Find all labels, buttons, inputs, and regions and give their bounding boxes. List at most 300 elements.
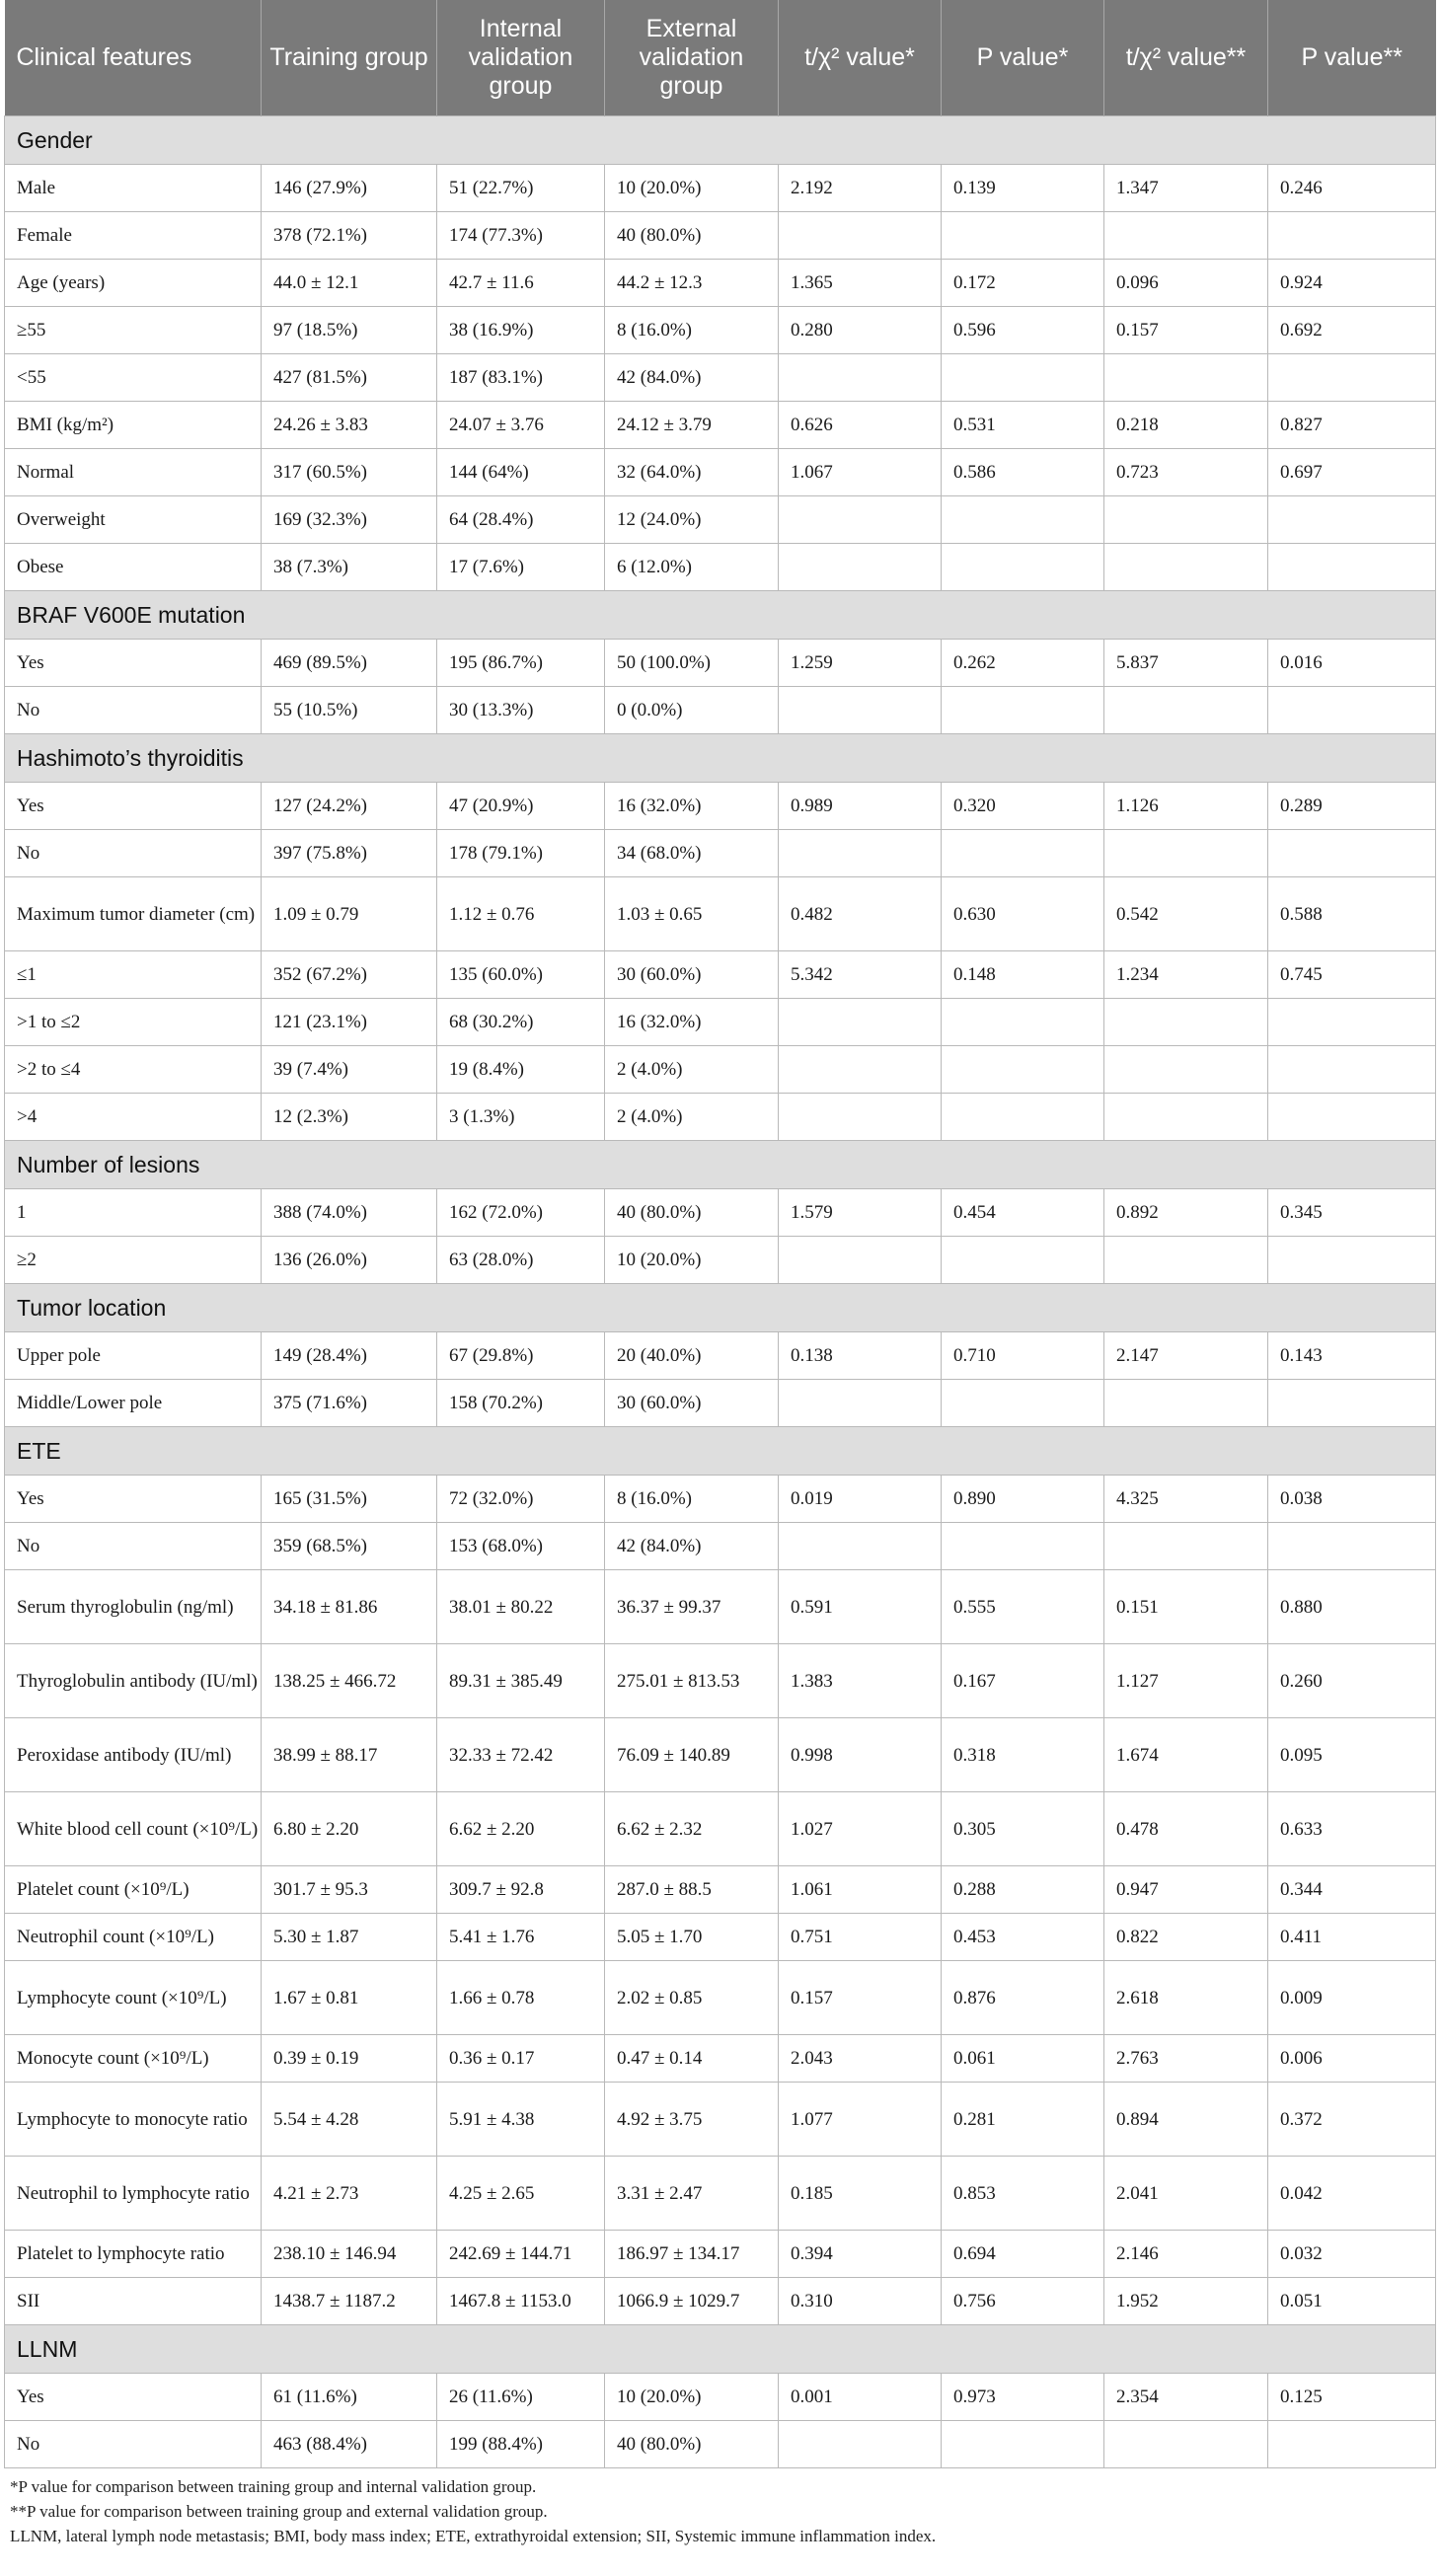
value-cell: 38.99 ± 88.17: [262, 1718, 437, 1792]
table-row: [5, 951, 1436, 999]
value-cell: 0.453: [942, 1914, 1104, 1961]
value-cell: 153 (68.0%): [437, 1523, 605, 1570]
table-row: [5, 687, 1436, 734]
table-row: [5, 2035, 1436, 2083]
header-cell: Clinical features: [5, 0, 262, 116]
value-cell: 5.30 ± 1.87: [262, 1914, 437, 1961]
table-row: [5, 2157, 1436, 2231]
feature-cell: Platelet count (×10⁹/L): [5, 1866, 262, 1914]
value-cell: 0.596: [942, 307, 1104, 354]
value-cell: 32 (64.0%): [605, 449, 779, 496]
value-cell: 242.69 ± 144.71: [437, 2231, 605, 2278]
feature-cell: >1 to ≤2: [5, 999, 262, 1046]
value-cell: 0.372: [1268, 2083, 1436, 2157]
value-cell: [942, 354, 1104, 402]
value-cell: [1104, 1046, 1268, 1094]
value-cell: 0.246: [1268, 165, 1436, 212]
value-cell: [942, 999, 1104, 1046]
value-cell: 0.288: [942, 1866, 1104, 1914]
value-cell: [1268, 830, 1436, 877]
value-cell: 0.892: [1104, 1189, 1268, 1237]
value-cell: 39 (7.4%): [262, 1046, 437, 1094]
value-cell: 2 (4.0%): [605, 1046, 779, 1094]
value-cell: 469 (89.5%): [262, 640, 437, 687]
value-cell: 121 (23.1%): [262, 999, 437, 1046]
value-cell: 40 (80.0%): [605, 212, 779, 260]
value-cell: 0.853: [942, 2157, 1104, 2231]
value-cell: 169 (32.3%): [262, 496, 437, 544]
value-cell: [1104, 1094, 1268, 1141]
value-cell: 12 (2.3%): [262, 1094, 437, 1141]
value-cell: 0.157: [1104, 307, 1268, 354]
value-cell: 0.827: [1268, 402, 1436, 449]
value-cell: 317 (60.5%): [262, 449, 437, 496]
section-row: [5, 1284, 1436, 1332]
value-cell: 0.016: [1268, 640, 1436, 687]
value-cell: 26 (11.6%): [437, 2374, 605, 2421]
value-cell: [779, 496, 942, 544]
value-cell: 0.148: [942, 951, 1104, 999]
table-row: [5, 2421, 1436, 2468]
value-cell: 17 (7.6%): [437, 544, 605, 591]
value-cell: 89.31 ± 385.49: [437, 1644, 605, 1718]
value-cell: 0.167: [942, 1644, 1104, 1718]
value-cell: [942, 1046, 1104, 1094]
value-cell: [1104, 212, 1268, 260]
footnote: **P value for comparison between training group and external validation group.: [10, 2502, 548, 2521]
header-cell: t/χ² value*: [779, 0, 942, 116]
feature-cell: Maximum tumor diameter (cm): [5, 877, 262, 951]
value-cell: 2.02 ± 0.85: [605, 1961, 779, 2035]
feature-cell: Yes: [5, 2374, 262, 2421]
value-cell: 2.147: [1104, 1332, 1268, 1380]
table-row: [5, 354, 1436, 402]
value-cell: [1268, 544, 1436, 591]
value-cell: 0.894: [1104, 2083, 1268, 2157]
section-label: Tumor location: [5, 1284, 1436, 1332]
value-cell: 5.05 ± 1.70: [605, 1914, 779, 1961]
value-cell: [1268, 1523, 1436, 1570]
value-cell: 0.185: [779, 2157, 942, 2231]
value-cell: [1268, 212, 1436, 260]
value-cell: [779, 999, 942, 1046]
feature-cell: Lymphocyte to monocyte ratio: [5, 2083, 262, 2157]
value-cell: 3 (1.3%): [437, 1094, 605, 1141]
header-cell: t/χ² value**: [1104, 0, 1268, 116]
value-cell: [942, 544, 1104, 591]
value-cell: 6.62 ± 2.32: [605, 1792, 779, 1866]
table-row: [5, 1961, 1436, 2035]
value-cell: 42 (84.0%): [605, 354, 779, 402]
value-cell: 38.01 ± 80.22: [437, 1570, 605, 1644]
value-cell: [1104, 830, 1268, 877]
feature-cell: >4: [5, 1094, 262, 1141]
feature-cell: Thyroglobulin antibody (IU/ml): [5, 1644, 262, 1718]
value-cell: 0.001: [779, 2374, 942, 2421]
value-cell: 149 (28.4%): [262, 1332, 437, 1380]
value-cell: 174 (77.3%): [437, 212, 605, 260]
value-cell: 0.143: [1268, 1332, 1436, 1380]
value-cell: 1.061: [779, 1866, 942, 1914]
value-cell: 0.591: [779, 1570, 942, 1644]
value-cell: 42 (84.0%): [605, 1523, 779, 1570]
feature-cell: No: [5, 687, 262, 734]
table-row: [5, 1332, 1436, 1380]
value-cell: 0.009: [1268, 1961, 1436, 2035]
value-cell: [1104, 2421, 1268, 2468]
value-cell: 1.027: [779, 1792, 942, 1866]
value-cell: 4.325: [1104, 1476, 1268, 1523]
table-row: [5, 1380, 1436, 1427]
value-cell: 146 (27.9%): [262, 165, 437, 212]
value-cell: 1.674: [1104, 1718, 1268, 1792]
section-label: Hashimoto’s thyroiditis: [5, 734, 1436, 783]
feature-cell: <55: [5, 354, 262, 402]
table-row: [5, 402, 1436, 449]
value-cell: [942, 1523, 1104, 1570]
value-cell: 0.019: [779, 1476, 942, 1523]
value-cell: 0.876: [942, 1961, 1104, 2035]
table-row: [5, 783, 1436, 830]
table-row: [5, 307, 1436, 354]
value-cell: [942, 1094, 1104, 1141]
table-row: [5, 2278, 1436, 2325]
value-cell: 24.07 ± 3.76: [437, 402, 605, 449]
value-cell: [779, 1523, 942, 1570]
value-cell: 0.139: [942, 165, 1104, 212]
value-cell: 1.365: [779, 260, 942, 307]
value-cell: [779, 354, 942, 402]
value-cell: 0.305: [942, 1792, 1104, 1866]
value-cell: [1268, 1237, 1436, 1284]
value-cell: 16 (32.0%): [605, 999, 779, 1046]
value-cell: 8 (16.0%): [605, 307, 779, 354]
value-cell: 1066.9 ± 1029.7: [605, 2278, 779, 2325]
feature-cell: No: [5, 2421, 262, 2468]
feature-cell: Peroxidase antibody (IU/ml): [5, 1718, 262, 1792]
table-row: [5, 640, 1436, 687]
feature-cell: ≥2: [5, 1237, 262, 1284]
value-cell: 178 (79.1%): [437, 830, 605, 877]
value-cell: [942, 687, 1104, 734]
value-cell: [1268, 1380, 1436, 1427]
value-cell: [1268, 496, 1436, 544]
value-cell: 0.745: [1268, 951, 1436, 999]
value-cell: 36.37 ± 99.37: [605, 1570, 779, 1644]
value-cell: 20 (40.0%): [605, 1332, 779, 1380]
value-cell: [1268, 999, 1436, 1046]
value-cell: 10 (20.0%): [605, 1237, 779, 1284]
value-cell: [942, 830, 1104, 877]
value-cell: 1.03 ± 0.65: [605, 877, 779, 951]
table-row: [5, 1094, 1436, 1141]
value-cell: 388 (74.0%): [262, 1189, 437, 1237]
value-cell: [942, 1237, 1104, 1284]
value-cell: 144 (64%): [437, 449, 605, 496]
footnote: LLNM, lateral lymph node metastasis; BMI, body mass index; ETE, extrathyroidal extension; SII, Systemic immune inflammation index.: [10, 2527, 937, 2545]
value-cell: [1104, 544, 1268, 591]
value-cell: [1268, 2421, 1436, 2468]
value-cell: 55 (10.5%): [262, 687, 437, 734]
value-cell: 30 (60.0%): [605, 951, 779, 999]
value-cell: 0.006: [1268, 2035, 1436, 2083]
value-cell: 2.354: [1104, 2374, 1268, 2421]
value-cell: 1.12 ± 0.76: [437, 877, 605, 951]
value-cell: 427 (81.5%): [262, 354, 437, 402]
value-cell: 2.146: [1104, 2231, 1268, 2278]
section-label: BRAF V600E mutation: [5, 591, 1436, 640]
value-cell: 67 (29.8%): [437, 1332, 605, 1380]
clinical-features-table: [4, 0, 1436, 2468]
value-cell: 97 (18.5%): [262, 307, 437, 354]
value-cell: 0.281: [942, 2083, 1104, 2157]
value-cell: 2 (4.0%): [605, 1094, 779, 1141]
value-cell: [779, 1380, 942, 1427]
value-cell: 186.97 ± 134.17: [605, 2231, 779, 2278]
table-row: [5, 260, 1436, 307]
value-cell: [1104, 999, 1268, 1046]
value-cell: 135 (60.0%): [437, 951, 605, 999]
value-cell: 0.280: [779, 307, 942, 354]
feature-cell: Female: [5, 212, 262, 260]
table-row: [5, 1866, 1436, 1914]
value-cell: 1.259: [779, 640, 942, 687]
feature-cell: White blood cell count (×10⁹/L): [5, 1792, 262, 1866]
table-row: [5, 1718, 1436, 1792]
value-cell: 6.80 ± 2.20: [262, 1792, 437, 1866]
value-cell: 158 (70.2%): [437, 1380, 605, 1427]
value-cell: 162 (72.0%): [437, 1189, 605, 1237]
feature-cell: Middle/Lower pole: [5, 1380, 262, 1427]
value-cell: 0.394: [779, 2231, 942, 2278]
table-row: [5, 2083, 1436, 2157]
value-cell: 0.051: [1268, 2278, 1436, 2325]
table-row: [5, 1189, 1436, 1237]
value-cell: 0.989: [779, 783, 942, 830]
value-cell: 0.880: [1268, 1570, 1436, 1644]
value-cell: 50 (100.0%): [605, 640, 779, 687]
value-cell: 40 (80.0%): [605, 2421, 779, 2468]
value-cell: 0.822: [1104, 1914, 1268, 1961]
value-cell: 1467.8 ± 1153.0: [437, 2278, 605, 2325]
table-row: [5, 544, 1436, 591]
value-cell: [1104, 1523, 1268, 1570]
value-cell: 6 (12.0%): [605, 544, 779, 591]
value-cell: 0.555: [942, 1570, 1104, 1644]
section-row: [5, 1141, 1436, 1189]
table-row: [5, 449, 1436, 496]
value-cell: 0.157: [779, 1961, 942, 2035]
value-cell: 0.588: [1268, 877, 1436, 951]
value-cell: 165 (31.5%): [262, 1476, 437, 1523]
table-row: [5, 496, 1436, 544]
value-cell: 0.626: [779, 402, 942, 449]
value-cell: [1104, 496, 1268, 544]
table-row: [5, 1523, 1436, 1570]
value-cell: 0.032: [1268, 2231, 1436, 2278]
value-cell: 2.763: [1104, 2035, 1268, 2083]
value-cell: 68 (30.2%): [437, 999, 605, 1046]
value-cell: 0.710: [942, 1332, 1104, 1380]
section-row: [5, 1427, 1436, 1476]
value-cell: [1268, 1094, 1436, 1141]
value-cell: 0.694: [942, 2231, 1104, 2278]
value-cell: 352 (67.2%): [262, 951, 437, 999]
value-cell: 1.234: [1104, 951, 1268, 999]
value-cell: 42.7 ± 11.6: [437, 260, 605, 307]
value-cell: 275.01 ± 813.53: [605, 1644, 779, 1718]
value-cell: [1104, 354, 1268, 402]
value-cell: 0.345: [1268, 1189, 1436, 1237]
value-cell: 238.10 ± 146.94: [262, 2231, 437, 2278]
value-cell: 24.26 ± 3.83: [262, 402, 437, 449]
value-cell: 0.973: [942, 2374, 1104, 2421]
value-cell: 8 (16.0%): [605, 1476, 779, 1523]
header-cell: Training group: [262, 0, 437, 116]
feature-cell: Age (years): [5, 260, 262, 307]
value-cell: 63 (28.0%): [437, 1237, 605, 1284]
feature-cell: Yes: [5, 640, 262, 687]
value-cell: 32.33 ± 72.42: [437, 1718, 605, 1792]
value-cell: 0.478: [1104, 1792, 1268, 1866]
value-cell: 397 (75.8%): [262, 830, 437, 877]
feature-cell: >2 to ≤4: [5, 1046, 262, 1094]
value-cell: 0.756: [942, 2278, 1104, 2325]
value-cell: 301.7 ± 95.3: [262, 1866, 437, 1914]
value-cell: 5.41 ± 1.76: [437, 1914, 605, 1961]
value-cell: 0.262: [942, 640, 1104, 687]
value-cell: 1.579: [779, 1189, 942, 1237]
value-cell: 5.54 ± 4.28: [262, 2083, 437, 2157]
value-cell: 0.630: [942, 877, 1104, 951]
value-cell: [779, 1046, 942, 1094]
feature-cell: Yes: [5, 1476, 262, 1523]
value-cell: 40 (80.0%): [605, 1189, 779, 1237]
value-cell: 1.126: [1104, 783, 1268, 830]
value-cell: [779, 2421, 942, 2468]
table-row: [5, 1644, 1436, 1718]
feature-cell: Serum thyroglobulin (ng/ml): [5, 1570, 262, 1644]
value-cell: 47 (20.9%): [437, 783, 605, 830]
value-cell: 1.383: [779, 1644, 942, 1718]
table-row: [5, 1476, 1436, 1523]
value-cell: 6.62 ± 2.20: [437, 1792, 605, 1866]
value-cell: 136 (26.0%): [262, 1237, 437, 1284]
value-cell: 1.09 ± 0.79: [262, 877, 437, 951]
value-cell: 0.633: [1268, 1792, 1436, 1866]
value-cell: 0.218: [1104, 402, 1268, 449]
value-cell: 10 (20.0%): [605, 2374, 779, 2421]
value-cell: [942, 496, 1104, 544]
value-cell: 1.952: [1104, 2278, 1268, 2325]
value-cell: 3.31 ± 2.47: [605, 2157, 779, 2231]
value-cell: [1104, 687, 1268, 734]
value-cell: 24.12 ± 3.79: [605, 402, 779, 449]
section-label: LLNM: [5, 2325, 1436, 2374]
value-cell: 0.39 ± 0.19: [262, 2035, 437, 2083]
value-cell: 1.66 ± 0.78: [437, 1961, 605, 2035]
value-cell: 51 (22.7%): [437, 165, 605, 212]
table-row: [5, 1237, 1436, 1284]
section-label: Gender: [5, 116, 1436, 165]
value-cell: 2.043: [779, 2035, 942, 2083]
section-label: Number of lesions: [5, 1141, 1436, 1189]
value-cell: 0.318: [942, 1718, 1104, 1792]
value-cell: 30 (60.0%): [605, 1380, 779, 1427]
value-cell: 2.041: [1104, 2157, 1268, 2231]
value-cell: 199 (88.4%): [437, 2421, 605, 2468]
feature-cell: Lymphocyte count (×10⁹/L): [5, 1961, 262, 2035]
section-row: [5, 734, 1436, 783]
value-cell: 64 (28.4%): [437, 496, 605, 544]
value-cell: [942, 2421, 1104, 2468]
value-cell: 0.924: [1268, 260, 1436, 307]
value-cell: 1.067: [779, 449, 942, 496]
value-cell: 38 (16.9%): [437, 307, 605, 354]
value-cell: 0.482: [779, 877, 942, 951]
value-cell: 0.751: [779, 1914, 942, 1961]
table-row: [5, 1046, 1436, 1094]
value-cell: 359 (68.5%): [262, 1523, 437, 1570]
value-cell: 2.192: [779, 165, 942, 212]
value-cell: [1268, 687, 1436, 734]
value-cell: 5.91 ± 4.38: [437, 2083, 605, 2157]
value-cell: 0.36 ± 0.17: [437, 2035, 605, 2083]
value-cell: [779, 830, 942, 877]
value-cell: 16 (32.0%): [605, 783, 779, 830]
feature-cell: Normal: [5, 449, 262, 496]
value-cell: [1104, 1380, 1268, 1427]
value-cell: 0.096: [1104, 260, 1268, 307]
value-cell: 287.0 ± 88.5: [605, 1866, 779, 1914]
value-cell: 34.18 ± 81.86: [262, 1570, 437, 1644]
value-cell: 0.697: [1268, 449, 1436, 496]
section-row: [5, 591, 1436, 640]
value-cell: 0.095: [1268, 1718, 1436, 1792]
value-cell: 0.890: [942, 1476, 1104, 1523]
feature-cell: Male: [5, 165, 262, 212]
feature-cell: ≤1: [5, 951, 262, 999]
table-row: [5, 2374, 1436, 2421]
table-row: [5, 1914, 1436, 1961]
table-container: [4, 0, 1435, 2548]
value-cell: [942, 1380, 1104, 1427]
value-cell: [779, 544, 942, 591]
value-cell: 1.67 ± 0.81: [262, 1961, 437, 2035]
table-row: [5, 999, 1436, 1046]
value-cell: 5.837: [1104, 640, 1268, 687]
feature-cell: Overweight: [5, 496, 262, 544]
value-cell: 4.92 ± 3.75: [605, 2083, 779, 2157]
feature-cell: 1: [5, 1189, 262, 1237]
value-cell: 1438.7 ± 1187.2: [262, 2278, 437, 2325]
header-row: [5, 0, 1436, 116]
value-cell: 1.127: [1104, 1644, 1268, 1718]
value-cell: 12 (24.0%): [605, 496, 779, 544]
value-cell: 375 (71.6%): [262, 1380, 437, 1427]
feature-cell: No: [5, 830, 262, 877]
value-cell: 4.21 ± 2.73: [262, 2157, 437, 2231]
feature-cell: BMI (kg/m²): [5, 402, 262, 449]
feature-cell: Neutrophil count (×10⁹/L): [5, 1914, 262, 1961]
value-cell: [1104, 1237, 1268, 1284]
value-cell: [1268, 1046, 1436, 1094]
value-cell: 0.038: [1268, 1476, 1436, 1523]
value-cell: 5.342: [779, 951, 942, 999]
value-cell: 0.289: [1268, 783, 1436, 830]
feature-cell: Obese: [5, 544, 262, 591]
value-cell: 187 (83.1%): [437, 354, 605, 402]
